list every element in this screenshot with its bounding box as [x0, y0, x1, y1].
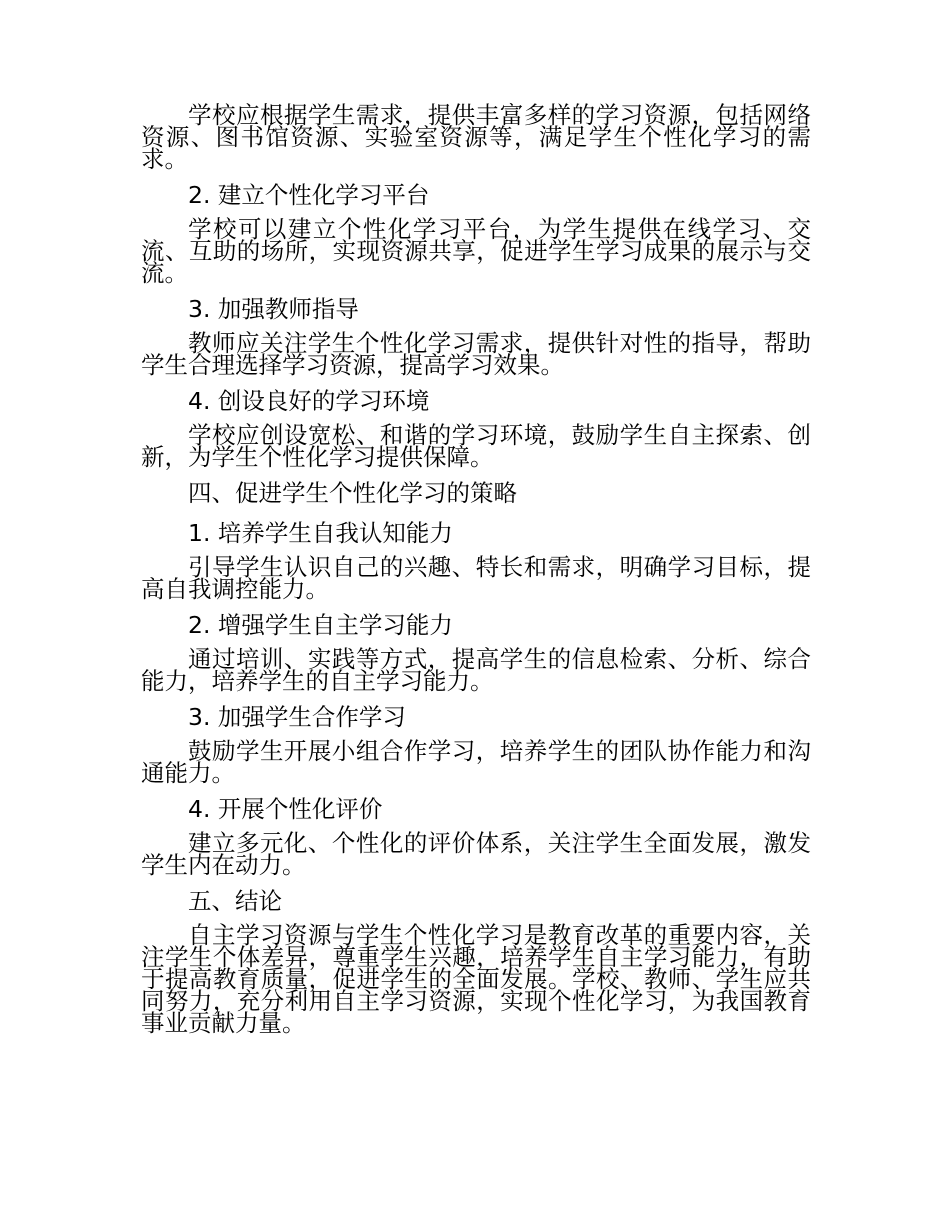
heading-learning-platform: 2. 建立个性化学习平台 — [188, 181, 430, 209]
paragraph-learning-resources: 学校应根据学生需求，提供丰富多样的学习资源，包括网络资源、图书馆资源、实验室资源等，满足学生个性化学习的需求。 — [141, 101, 811, 173]
paragraph-learning-environment: 学校应创设宽松、和谐的学习环境，鼓励学生自主探索、创新，为学生个性化学习提供保障。 — [141, 421, 811, 471]
heading-self-awareness: 1. 培养学生自我认知能力 — [188, 519, 453, 547]
heading-personalized-evaluation: 4. 开展个性化评价 — [188, 795, 383, 823]
paragraph-cooperative-learning: 鼓励学生开展小组合作学习，培养学生的团队协作能力和沟通能力。 — [141, 737, 811, 787]
paragraph-conclusion: 自主学习资源与学生个性化学习是教育改革的重要内容，关注学生个体差异，尊重学生兴趣，培养学生自主学习能力，有助于提高教育质量，促进学生的全面发展。学校、教师、学生应共同努力，充分利用自主学习资源，实现个性化学习，为我国教育事业贡献力量。 — [141, 921, 811, 1037]
heading-teacher-guidance: 3. 加强教师指导 — [188, 295, 359, 323]
heading-learning-environment: 4. 创设良好的学习环境 — [188, 387, 430, 415]
heading-autonomous-learning: 2. 增强学生自主学习能力 — [188, 611, 453, 639]
document-page — [141, 101, 811, 1042]
paragraph-teacher-guidance: 教师应关注学生个性化学习需求，提供针对性的指导，帮助学生合理选择学习资源，提高学习效果。 — [141, 329, 811, 379]
paragraph-self-awareness: 引导学生认识自己的兴趣、特长和需求，明确学习目标，提高自我调控能力。 — [141, 553, 811, 603]
section-heading-strategies: 四、促进学生个性化学习的策略 — [188, 479, 517, 507]
section-heading-conclusion: 五、结论 — [188, 887, 282, 915]
heading-cooperative-learning: 3. 加强学生合作学习 — [188, 703, 406, 731]
paragraph-personalized-evaluation: 建立多元化、个性化的评价体系，关注学生全面发展，激发学生内在动力。 — [141, 829, 811, 879]
paragraph-learning-platform: 学校可以建立个性化学习平台，为学生提供在线学习、交流、互助的场所，实现资源共享，促进学生学习成果的展示与交流。 — [141, 215, 811, 287]
paragraph-autonomous-learning: 通过培训、实践等方式，提高学生的信息检索、分析、综合能力，培养学生的自主学习能力。 — [141, 645, 811, 695]
